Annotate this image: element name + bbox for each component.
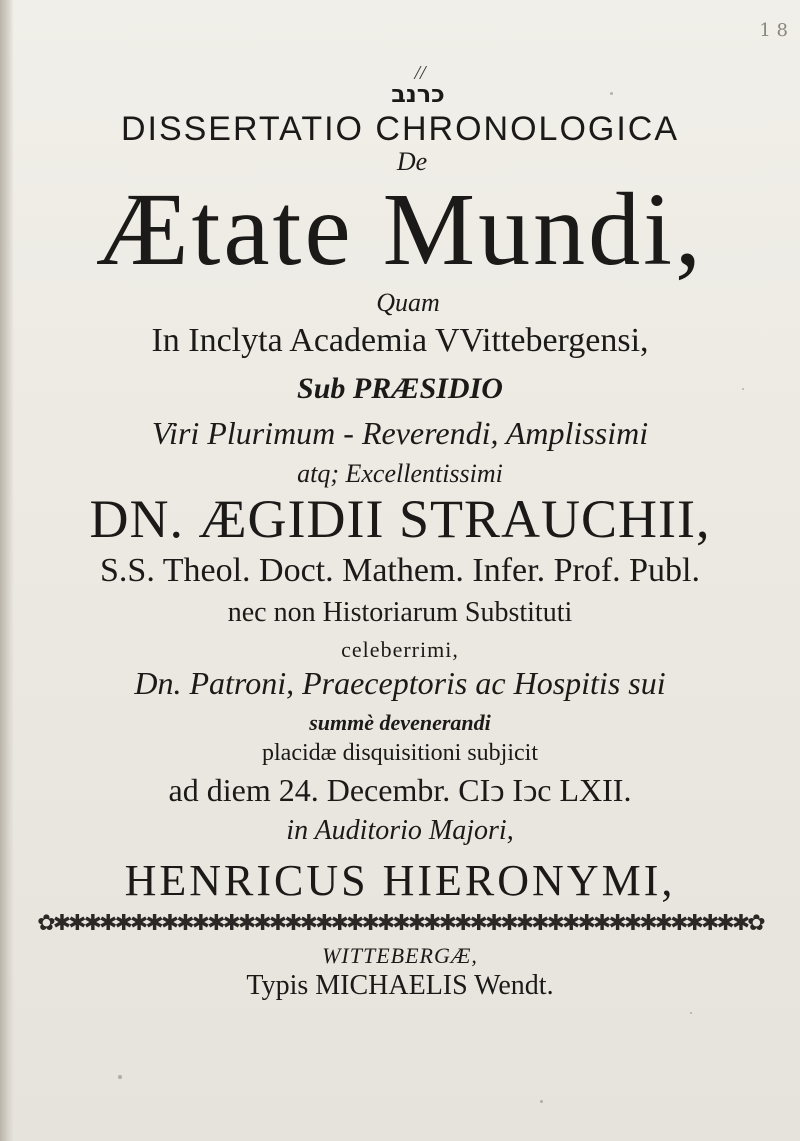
praesidio-line: Sub PRÆSIDIO	[297, 372, 503, 405]
praeses-name: DN. ÆGIDII STRAUCHII,	[89, 489, 711, 549]
paper-speck	[690, 1012, 692, 1014]
academia-line: In Inclyta Academia VVittebergensi,	[151, 322, 649, 359]
handwritten-note: //	[414, 62, 426, 84]
date-line: ad diem 24. Decembr. CIↄ Iↄc LXII.	[168, 772, 632, 808]
hebrew-word: כרנב	[391, 80, 445, 108]
viri-line: Viri Plurimum - Reverendi, Amplissimi	[151, 415, 649, 451]
placidae-line: placidæ disquisitioni subjicit	[262, 740, 538, 766]
atque-line: atq; Excellentissimi	[297, 459, 503, 488]
de-line: De	[396, 147, 428, 176]
patroni-line: Dn. Patroni, Praeceptoris ac Hospitis sui	[134, 665, 666, 701]
ornament-rule: ✿✱✱✱✱✱✱✱✱✱✱✱✱✱✱✱✱✱✱✱✱✱✱✱✱✱✱✱✱✱✱✱✱✱✱✱✱✱✱✱✱✱✱✱✱✱✿	[37, 911, 763, 936]
auditorio-line: in Auditorio Majori,	[286, 815, 514, 846]
summe-line: summè devenerandi	[309, 710, 491, 735]
respondent-name: HENRICUS HIERONYMI,	[124, 856, 676, 905]
printer-line: Typis MICHAELIS Wendt.	[246, 970, 554, 1001]
quam-line: Quam	[376, 288, 440, 317]
paper-speck	[610, 92, 613, 95]
main-title: Ætate Mundi,	[96, 172, 704, 287]
paper-speck	[540, 1100, 543, 1103]
paper-speck	[742, 388, 744, 390]
dissertation-heading: DISSERTATIO CHRONOLOGICA	[120, 110, 680, 148]
paper-speck	[118, 1075, 122, 1079]
praeses-titles: S.S. Theol. Doct. Mathem. Infer. Prof. Publ.	[100, 552, 700, 589]
page-mark: 1 8	[759, 20, 788, 41]
place-line: WITTEBERGÆ,	[322, 943, 478, 968]
celeberrimi-line: celeberrimi,	[341, 637, 459, 662]
historiarum-line: nec non Historiarum Substituti	[227, 597, 573, 628]
